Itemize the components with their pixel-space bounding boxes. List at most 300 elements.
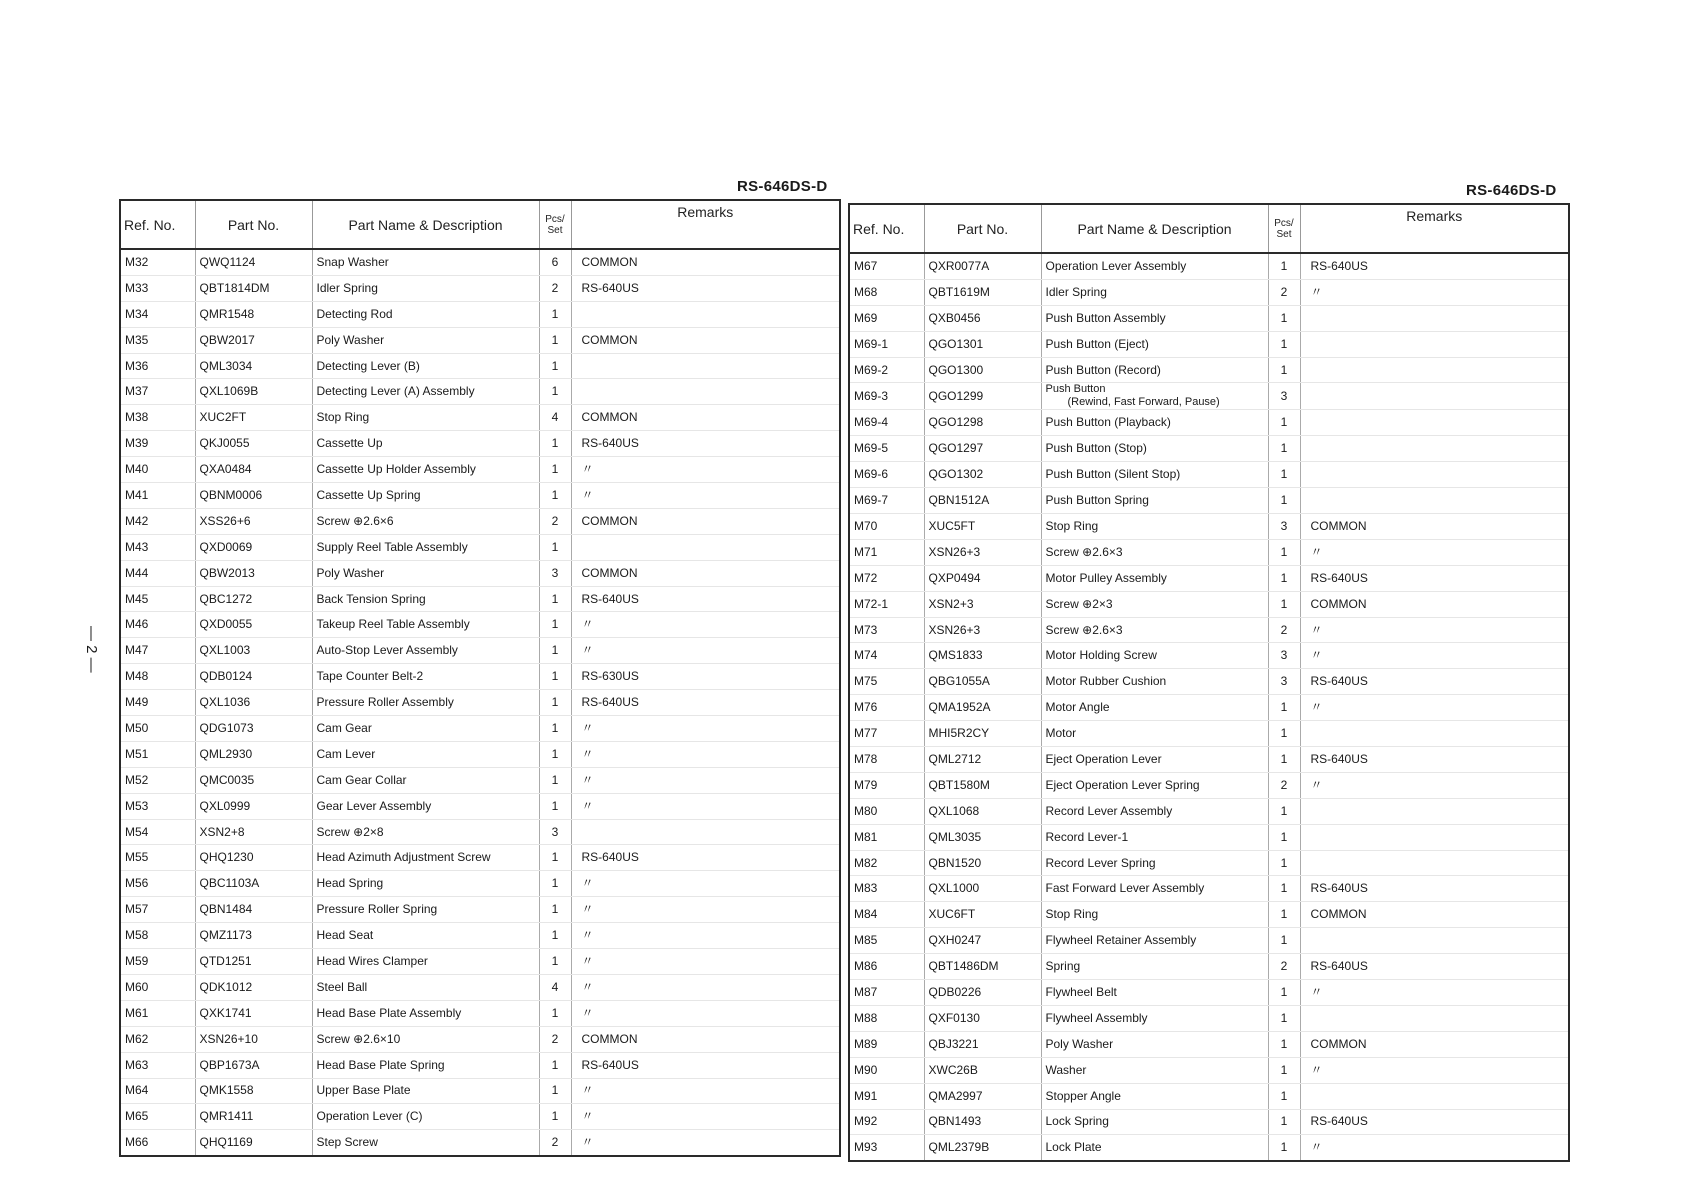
table-row xyxy=(849,1135,1569,1161)
remarks-cell: 〃 xyxy=(571,638,840,664)
description-cell: Screw ⊕2×3 xyxy=(1041,591,1268,617)
ref-no-cell: M68 xyxy=(849,279,924,305)
remarks-cell xyxy=(1300,824,1569,850)
quantity-cell: 1 xyxy=(1268,410,1300,436)
part-no-cell: XSN2+8 xyxy=(195,819,312,845)
ref-no-cell: M69-1 xyxy=(849,331,924,357)
quantity-cell: 1 xyxy=(539,353,571,379)
description-cell: Snap Washer xyxy=(312,249,539,275)
remarks-cell xyxy=(1300,1083,1569,1109)
quantity-cell: 1 xyxy=(1268,305,1300,331)
quantity-cell: 1 xyxy=(1268,1083,1300,1109)
ref-no-cell: M64 xyxy=(120,1078,195,1104)
table-row xyxy=(849,747,1569,773)
remarks-cell: COMMON xyxy=(571,327,840,353)
remarks-cell: RS-640US xyxy=(1300,876,1569,902)
ref-no-cell: M69 xyxy=(849,305,924,331)
part-no-header: Part No. xyxy=(924,204,1041,253)
quantity-cell: 1 xyxy=(1268,591,1300,617)
ref-no-cell: M74 xyxy=(849,643,924,669)
remarks-cell xyxy=(571,379,840,405)
remarks-cell: RS-640US xyxy=(571,1052,840,1078)
part-no-cell: QXL1068 xyxy=(924,798,1041,824)
ref-no-cell: M51 xyxy=(120,741,195,767)
part-no-cell: QBJ3221 xyxy=(924,1031,1041,1057)
part-no-cell: QBC1272 xyxy=(195,586,312,612)
part-no-cell: QXD0069 xyxy=(195,534,312,560)
table-row xyxy=(120,1104,840,1130)
quantity-cell: 1 xyxy=(539,949,571,975)
quantity-cell: 2 xyxy=(539,1026,571,1052)
ref-no-cell: M93 xyxy=(849,1135,924,1161)
parts-table-left xyxy=(119,199,841,1157)
quantity-cell: 1 xyxy=(539,897,571,923)
remarks-cell xyxy=(1300,383,1569,410)
table-row xyxy=(849,643,1569,669)
ref-no-cell: M92 xyxy=(849,1109,924,1135)
part-no-cell: QXP0494 xyxy=(924,565,1041,591)
part-no-cell: QML2379B xyxy=(924,1135,1041,1161)
quantity-cell: 1 xyxy=(1268,436,1300,462)
table-row xyxy=(120,457,840,483)
quantity-cell: 1 xyxy=(1268,1005,1300,1031)
table-row xyxy=(849,565,1569,591)
ref-no-cell: M73 xyxy=(849,617,924,643)
description-cell: Eject Operation Lever xyxy=(1041,747,1268,773)
part-no-cell: XUC6FT xyxy=(924,902,1041,928)
table-row xyxy=(120,431,840,457)
table-row xyxy=(120,379,840,405)
description-cell: Head Seat xyxy=(312,923,539,949)
remarks-cell: 〃 xyxy=(571,483,840,509)
description-cell: Record Lever Spring xyxy=(1041,850,1268,876)
ref-no-cell: M57 xyxy=(120,897,195,923)
remarks-cell: 〃 xyxy=(571,974,840,1000)
part-no-cell: QKJ0055 xyxy=(195,431,312,457)
table-row xyxy=(120,483,840,509)
table-row xyxy=(120,923,840,949)
description-cell xyxy=(1041,383,1268,410)
quantity-cell: 4 xyxy=(539,974,571,1000)
description-cell: Screw ⊕2.6×3 xyxy=(1041,539,1268,565)
table-row xyxy=(120,612,840,638)
description-cell: Cassette Up Holder Assembly xyxy=(312,457,539,483)
remarks-cell xyxy=(1300,798,1569,824)
ref-no-cell: M62 xyxy=(120,1026,195,1052)
table-row xyxy=(120,275,840,301)
ref-no-cell: M33 xyxy=(120,275,195,301)
part-no-cell: QBT1580M xyxy=(924,772,1041,798)
ref-no-cell: M88 xyxy=(849,1005,924,1031)
description-cell: Motor xyxy=(1041,721,1268,747)
part-no-cell: QDB0226 xyxy=(924,980,1041,1006)
pcs-label: Pcs/ xyxy=(545,213,565,225)
description-cell: Step Screw xyxy=(312,1130,539,1156)
ref-no-cell: M65 xyxy=(120,1104,195,1130)
part-no-cell: QDK1012 xyxy=(195,974,312,1000)
table-row xyxy=(849,850,1569,876)
remarks-cell: 〃 xyxy=(571,741,840,767)
table-row xyxy=(849,462,1569,488)
quantity-cell: 1 xyxy=(1268,1031,1300,1057)
table-row xyxy=(849,695,1569,721)
part-no-cell: QBT1619M xyxy=(924,279,1041,305)
table-row xyxy=(849,980,1569,1006)
remarks-cell: RS-640US xyxy=(571,845,840,871)
part-no-cell: QXL1036 xyxy=(195,690,312,716)
remarks-cell: 〃 xyxy=(1300,617,1569,643)
quantity-cell: 1 xyxy=(1268,488,1300,514)
table-row xyxy=(120,586,840,612)
description-cell: Upper Base Plate xyxy=(312,1078,539,1104)
remarks-cell xyxy=(571,819,840,845)
table-row xyxy=(120,793,840,819)
table-row xyxy=(849,954,1569,980)
description-cell: Detecting Rod xyxy=(312,301,539,327)
remarks-cell xyxy=(571,353,840,379)
quantity-cell: 1 xyxy=(539,793,571,819)
description-cell: Idler Spring xyxy=(1041,279,1268,305)
table-row xyxy=(849,617,1569,643)
ref-no-cell: M70 xyxy=(849,514,924,540)
quantity-cell: 2 xyxy=(539,508,571,534)
quantity-cell: 1 xyxy=(1268,850,1300,876)
page-number: — 2 — xyxy=(83,626,100,673)
description-header: Part Name & Description xyxy=(1041,204,1268,253)
ref-no-cell: M50 xyxy=(120,716,195,742)
quantity-cell: 1 xyxy=(539,716,571,742)
ref-no-cell: M82 xyxy=(849,850,924,876)
part-no-cell: QBW2013 xyxy=(195,560,312,586)
description-cell: Screw ⊕2.6×3 xyxy=(1041,617,1268,643)
ref-no-cell: M71 xyxy=(849,539,924,565)
description-cell: Screw ⊕2×8 xyxy=(312,819,539,845)
ref-no-cell: M40 xyxy=(120,457,195,483)
set-label: Set xyxy=(1276,228,1292,240)
description-cell: Poly Washer xyxy=(1041,1031,1268,1057)
description-cell: Push Button (Playback) xyxy=(1041,410,1268,436)
quantity-cell: 1 xyxy=(539,431,571,457)
ref-no-cell: M83 xyxy=(849,876,924,902)
remarks-cell: RS-640US xyxy=(1300,565,1569,591)
part-no-header: Part No. xyxy=(195,200,312,249)
ref-no-cell: M52 xyxy=(120,767,195,793)
part-no-cell: QMC0035 xyxy=(195,767,312,793)
quantity-cell: 3 xyxy=(1268,669,1300,695)
description-cell: Motor Holding Screw xyxy=(1041,643,1268,669)
description-cell: Flywheel Belt xyxy=(1041,980,1268,1006)
part-no-cell: XSS26+6 xyxy=(195,508,312,534)
ref-no-cell: M41 xyxy=(120,483,195,509)
description-cell: Steel Ball xyxy=(312,974,539,1000)
pcs-label: Pcs/ xyxy=(1274,217,1294,229)
quantity-cell: 1 xyxy=(539,379,571,405)
table-row xyxy=(120,301,840,327)
description-cell: Operation Lever Assembly xyxy=(1041,253,1268,279)
part-no-cell: XSN26+10 xyxy=(195,1026,312,1052)
table-row xyxy=(849,772,1569,798)
description-cell: Record Lever-1 xyxy=(1041,824,1268,850)
quantity-cell: 1 xyxy=(539,664,571,690)
quantity-cell: 1 xyxy=(539,586,571,612)
quantity-cell: 1 xyxy=(539,612,571,638)
table-header-row xyxy=(120,200,840,249)
table-row xyxy=(120,1078,840,1104)
ref-no-cell: M60 xyxy=(120,974,195,1000)
quantity-cell: 1 xyxy=(539,1000,571,1026)
table-row xyxy=(120,327,840,353)
part-no-cell: QBN1493 xyxy=(924,1109,1041,1135)
part-no-cell: XSN26+3 xyxy=(924,617,1041,643)
remarks-cell: 〃 xyxy=(571,897,840,923)
ref-no-cell: M49 xyxy=(120,690,195,716)
quantity-cell: 2 xyxy=(1268,279,1300,305)
quantity-cell: 1 xyxy=(539,1078,571,1104)
quantity-cell: 1 xyxy=(1268,824,1300,850)
table-row xyxy=(120,353,840,379)
remarks-cell xyxy=(1300,436,1569,462)
description-cell: Cam Gear Collar xyxy=(312,767,539,793)
remarks-cell: 〃 xyxy=(571,1078,840,1104)
table-row xyxy=(120,871,840,897)
remarks-cell: RS-640US xyxy=(1300,954,1569,980)
remarks-cell: RS-640US xyxy=(1300,1109,1569,1135)
quantity-cell: 1 xyxy=(539,741,571,767)
part-no-cell: QGO1298 xyxy=(924,410,1041,436)
ref-no-cell: M90 xyxy=(849,1057,924,1083)
quantity-cell: 1 xyxy=(1268,928,1300,954)
description-cell: Motor Pulley Assembly xyxy=(1041,565,1268,591)
table-row xyxy=(849,1005,1569,1031)
remarks-cell xyxy=(1300,488,1569,514)
model-label-right: RS-646DS-D xyxy=(1466,182,1557,199)
table-row xyxy=(120,534,840,560)
ref-no-cell: M84 xyxy=(849,902,924,928)
part-no-cell: QMA2997 xyxy=(924,1083,1041,1109)
description-cell: Screw ⊕2.6×10 xyxy=(312,1026,539,1052)
ref-no-cell: M72-1 xyxy=(849,591,924,617)
table-row xyxy=(120,664,840,690)
remarks-cell: COMMON xyxy=(571,560,840,586)
remarks-cell xyxy=(1300,1005,1569,1031)
ref-no-cell: M72 xyxy=(849,565,924,591)
remarks-header: Remarks xyxy=(1300,204,1569,253)
table-row xyxy=(849,798,1569,824)
remarks-cell: 〃 xyxy=(1300,772,1569,798)
remarks-cell: 〃 xyxy=(1300,980,1569,1006)
table-row xyxy=(120,1000,840,1026)
part-no-cell: QGO1297 xyxy=(924,436,1041,462)
quantity-cell: 1 xyxy=(1268,357,1300,383)
ref-no-cell: M34 xyxy=(120,301,195,327)
remarks-cell: 〃 xyxy=(1300,539,1569,565)
table-row xyxy=(849,669,1569,695)
remarks-cell xyxy=(1300,410,1569,436)
ref-no-cell: M69-6 xyxy=(849,462,924,488)
description-cell: Takeup Reel Table Assembly xyxy=(312,612,539,638)
description-cell: Stop Ring xyxy=(1041,514,1268,540)
description-cell: Stopper Angle xyxy=(1041,1083,1268,1109)
remarks-cell: COMMON xyxy=(571,249,840,275)
table-row xyxy=(849,928,1569,954)
table-row xyxy=(849,436,1569,462)
remarks-cell: 〃 xyxy=(1300,1135,1569,1161)
remarks-cell xyxy=(1300,305,1569,331)
ref-no-cell: M36 xyxy=(120,353,195,379)
ref-no-cell: M35 xyxy=(120,327,195,353)
part-no-cell: XWC26B xyxy=(924,1057,1041,1083)
ref-no-cell: M37 xyxy=(120,379,195,405)
ref-no-cell: M38 xyxy=(120,405,195,431)
description-cell: Cam Lever xyxy=(312,741,539,767)
part-no-cell: QBN1520 xyxy=(924,850,1041,876)
table-row xyxy=(120,1026,840,1052)
quantity-cell: 2 xyxy=(1268,772,1300,798)
quantity-cell: 6 xyxy=(539,249,571,275)
description-cell: Cam Gear xyxy=(312,716,539,742)
quantity-cell: 1 xyxy=(539,534,571,560)
ref-no-cell: M59 xyxy=(120,949,195,975)
remarks-cell xyxy=(571,301,840,327)
description-cell: Poly Washer xyxy=(312,327,539,353)
table-row xyxy=(849,305,1569,331)
remarks-cell: COMMON xyxy=(571,508,840,534)
table-row xyxy=(849,253,1569,279)
remarks-cell xyxy=(571,534,840,560)
part-no-cell: QBN1512A xyxy=(924,488,1041,514)
remarks-cell: RS-640US xyxy=(571,275,840,301)
description-cell: Head Wires Clamper xyxy=(312,949,539,975)
remarks-cell: RS-640US xyxy=(571,586,840,612)
part-no-cell: QXH0247 xyxy=(924,928,1041,954)
ref-no-cell: M44 xyxy=(120,560,195,586)
table-row xyxy=(120,897,840,923)
part-no-cell: QBC1103A xyxy=(195,871,312,897)
remarks-cell: COMMON xyxy=(571,1026,840,1052)
quantity-cell: 2 xyxy=(539,275,571,301)
table-row xyxy=(120,949,840,975)
remarks-cell: 〃 xyxy=(1300,279,1569,305)
description-cell: Head Base Plate Spring xyxy=(312,1052,539,1078)
ref-no-cell: M76 xyxy=(849,695,924,721)
pcs-per-set-header xyxy=(539,200,571,249)
part-no-cell: XUC5FT xyxy=(924,514,1041,540)
table-row xyxy=(120,819,840,845)
table-row xyxy=(849,514,1569,540)
description-cell: Stop Ring xyxy=(312,405,539,431)
part-no-cell: QMZ1173 xyxy=(195,923,312,949)
table-row xyxy=(849,1031,1569,1057)
ref-no-cell: M67 xyxy=(849,253,924,279)
remarks-cell xyxy=(1300,331,1569,357)
remarks-cell: COMMON xyxy=(1300,514,1569,540)
part-no-cell: QGO1302 xyxy=(924,462,1041,488)
quantity-cell: 1 xyxy=(1268,747,1300,773)
remarks-cell: 〃 xyxy=(571,612,840,638)
quantity-cell: 1 xyxy=(539,845,571,871)
ref-no-cell: M81 xyxy=(849,824,924,850)
table-row xyxy=(849,357,1569,383)
description-cell: Spring xyxy=(1041,954,1268,980)
quantity-cell: 1 xyxy=(539,457,571,483)
part-no-cell: QGO1299 xyxy=(924,383,1041,410)
description-cell: Detecting Lever (A) Assembly xyxy=(312,379,539,405)
table-row xyxy=(120,1052,840,1078)
ref-no-cell: M54 xyxy=(120,819,195,845)
remarks-cell: RS-630US xyxy=(571,664,840,690)
quantity-cell: 1 xyxy=(539,301,571,327)
part-no-cell: QMK1558 xyxy=(195,1078,312,1104)
description-cell: Tape Counter Belt-2 xyxy=(312,664,539,690)
ref-no-header: Ref. No. xyxy=(120,200,195,249)
quantity-cell: 1 xyxy=(539,1104,571,1130)
table-row xyxy=(120,1130,840,1156)
part-no-cell: QML3034 xyxy=(195,353,312,379)
quantity-cell: 1 xyxy=(1268,1109,1300,1135)
quantity-cell: 3 xyxy=(1268,643,1300,669)
part-no-cell: QBW2017 xyxy=(195,327,312,353)
description-cell: Pressure Roller Spring xyxy=(312,897,539,923)
ref-no-cell: M85 xyxy=(849,928,924,954)
part-no-cell: QMR1411 xyxy=(195,1104,312,1130)
description-cell: Push Button (Stop) xyxy=(1041,436,1268,462)
table-row xyxy=(120,405,840,431)
ref-no-cell: M66 xyxy=(120,1130,195,1156)
part-no-cell: XSN2+3 xyxy=(924,591,1041,617)
description-cell: Eject Operation Lever Spring xyxy=(1041,772,1268,798)
ref-no-cell: M53 xyxy=(120,793,195,819)
part-no-cell: QGO1300 xyxy=(924,357,1041,383)
description-cell: Stop Ring xyxy=(1041,902,1268,928)
ref-no-cell: M46 xyxy=(120,612,195,638)
description-cell: Push Button (Record) xyxy=(1041,357,1268,383)
remarks-cell: RS-640US xyxy=(1300,669,1569,695)
ref-no-cell: M42 xyxy=(120,508,195,534)
quantity-cell: 1 xyxy=(539,483,571,509)
part-no-cell: QXL1069B xyxy=(195,379,312,405)
ref-no-cell: M69-4 xyxy=(849,410,924,436)
ref-no-cell: M86 xyxy=(849,954,924,980)
description-cell: Head Base Plate Assembly xyxy=(312,1000,539,1026)
remarks-cell xyxy=(1300,721,1569,747)
part-no-cell: XSN26+3 xyxy=(924,539,1041,565)
remarks-cell: COMMON xyxy=(1300,591,1569,617)
quantity-cell: 1 xyxy=(1268,331,1300,357)
remarks-cell xyxy=(1300,928,1569,954)
description-cell: Pressure Roller Assembly xyxy=(312,690,539,716)
remarks-cell: 〃 xyxy=(1300,643,1569,669)
quantity-cell: 1 xyxy=(1268,695,1300,721)
remarks-cell: 〃 xyxy=(571,871,840,897)
part-no-cell: QXA0484 xyxy=(195,457,312,483)
description-cell: Lock Spring xyxy=(1041,1109,1268,1135)
pcs-per-set-header xyxy=(1268,204,1300,253)
table-row xyxy=(849,410,1569,436)
description-cell: Push Button Assembly xyxy=(1041,305,1268,331)
ref-no-cell: M69-3 xyxy=(849,383,924,410)
quantity-cell: 3 xyxy=(539,560,571,586)
part-no-cell: QML2712 xyxy=(924,747,1041,773)
ref-no-cell: M32 xyxy=(120,249,195,275)
description-cell: Push Button Spring xyxy=(1041,488,1268,514)
part-no-cell: QBG1055A xyxy=(924,669,1041,695)
remarks-cell: RS-640US xyxy=(571,690,840,716)
description-cell: Cassette Up Spring xyxy=(312,483,539,509)
ref-no-cell: M87 xyxy=(849,980,924,1006)
ref-no-cell: M91 xyxy=(849,1083,924,1109)
description-cell: Washer xyxy=(1041,1057,1268,1083)
description-line: Push Button xyxy=(1045,383,1106,396)
